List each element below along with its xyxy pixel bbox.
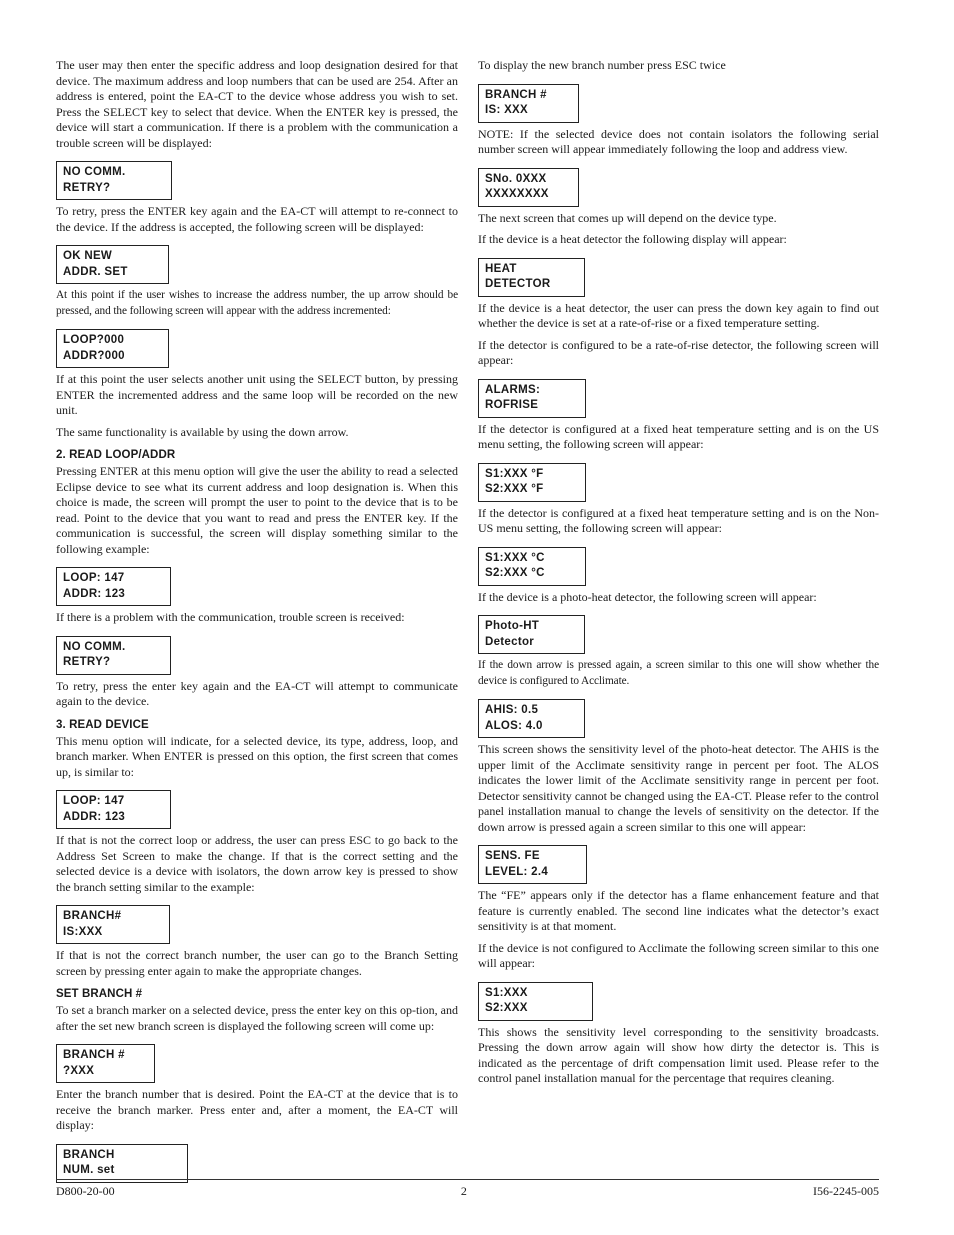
screen-line-1: BRANCH bbox=[63, 1148, 115, 1161]
screen-line-2: ADDR. SET bbox=[63, 265, 128, 278]
display-screen-wrapper bbox=[56, 563, 458, 610]
screen-line-1: S1:XXX °F bbox=[485, 467, 544, 480]
display-screen bbox=[56, 1144, 188, 1183]
screen-line-2: S2:XXX °F bbox=[485, 483, 544, 495]
paragraph: To display the new branch number press ESC twice bbox=[478, 58, 726, 72]
screen-line-2: DETECTOR bbox=[485, 278, 551, 290]
screen-line-1: OK NEW bbox=[63, 250, 113, 262]
screen-line-1: HEAT bbox=[485, 262, 517, 275]
paragraph: Pressing ENTER at this menu option will give the user the ability to read a selected Eclipse device to see what its current address and loop designation is. When this choice is made, the screen will prompt the user to point to the device that is to be read. Point to the device that you want to read and press the ENTER key. If the communication is successful, the screen will display something similar to the following example: bbox=[56, 464, 458, 556]
paragraph: The “FE” appears only if the detector has a flame enhancement feature and that feature is currently enabled. The second line indicates what the detector’s exact sensitivity is at that moment. bbox=[478, 888, 879, 933]
screen-line-2: XXXXXXXX bbox=[485, 188, 549, 200]
display-screen-wrapper bbox=[56, 241, 458, 288]
screen-line-2: Detector bbox=[485, 635, 535, 648]
screen-line-1: BRANCH# bbox=[63, 910, 122, 922]
display-screen-wrapper bbox=[478, 164, 879, 211]
screen-line-2: ROFRISE bbox=[485, 399, 539, 411]
page-footer bbox=[56, 1179, 879, 1199]
display-screen-wrapper bbox=[478, 695, 879, 742]
screen-line-1: NO COMM. bbox=[63, 166, 126, 178]
display-screen-wrapper bbox=[478, 80, 879, 127]
screen-line-1: S1:XXX bbox=[485, 986, 528, 999]
screen-line-1: LOOP?000 bbox=[63, 334, 125, 346]
screen-line-2: S2:XXX bbox=[485, 1002, 528, 1014]
screen-line-2: ADDR: 123 bbox=[63, 810, 126, 823]
paragraph: If the detector is configured at a fixed heat temperature setting and is on the Non-US menu setting, the following screen will appear: bbox=[478, 505, 879, 535]
paragraph: If the detector is configured to be a rate-of-rise detector, the following screen will appear: bbox=[478, 337, 879, 367]
paragraph: If the device is a photo-heat detector, the following screen will appear: bbox=[478, 589, 817, 604]
display-screen bbox=[478, 845, 587, 884]
display-screen bbox=[478, 547, 586, 586]
right-column bbox=[478, 58, 879, 1093]
display-screen-wrapper bbox=[56, 632, 458, 679]
display-screen bbox=[56, 790, 171, 829]
screen-line-2: NUM. set bbox=[63, 1164, 115, 1176]
screen-line-2: S2:XXX °C bbox=[485, 567, 545, 579]
display-screen-wrapper bbox=[56, 786, 458, 833]
display-screen-wrapper bbox=[56, 901, 458, 948]
display-screen bbox=[478, 379, 586, 418]
display-screen bbox=[56, 161, 172, 200]
paragraph: If the device is a heat detector the following display will appear: bbox=[478, 232, 787, 246]
paragraph: If at this point the user selects another unit using the SELECT button, by pressing ENTER the incremented address and the same loop will be recorded on the new unit. bbox=[56, 372, 458, 417]
screen-line-1: SNo. 0XXX bbox=[485, 172, 547, 185]
paragraph: At this point if the user wishes to increase the address number, the up arrow should be pressed, and the following screen will appear with the address incremented: bbox=[56, 289, 458, 317]
screen-line-1: BRANCH # bbox=[63, 1049, 125, 1061]
display-screen-wrapper bbox=[478, 611, 879, 658]
left-column bbox=[56, 58, 458, 1187]
display-screen bbox=[478, 615, 585, 654]
screen-line-1: LOOP: 147 bbox=[63, 795, 125, 807]
paragraph: If the down arrow is pressed again, a screen similar to this one will show whether the device is configured to Acclimate. bbox=[478, 659, 879, 687]
screen-line-2: IS:XXX bbox=[63, 925, 103, 938]
screen-line-2: LEVEL: 2.4 bbox=[485, 865, 549, 878]
paragraph: If that is not the correct branch number, the user can go to the Branch Setting screen by pressing enter again to make the appropriate changes. bbox=[56, 948, 458, 978]
paragraph: If the detector is configured at a fixed heat temperature setting and is on the US menu setting, the following screen will appear: bbox=[478, 421, 879, 451]
paragraph: If that is not the correct loop or address, the user can press ESC to go back to the Address Set Screen to make the change. If that is the correct setting and the selected device is a device with isolators, the down arrow key is pressed to show the branch setting similar to the example: bbox=[56, 833, 458, 894]
display-screen bbox=[56, 245, 169, 284]
screen-line-1: Photo-HT bbox=[485, 620, 540, 632]
screen-line-2: ADDR?000 bbox=[63, 349, 125, 362]
display-screen bbox=[478, 463, 586, 502]
screen-line-1: S1:XXX °C bbox=[485, 551, 545, 564]
page-number: 2 bbox=[460, 1184, 467, 1198]
display-screen bbox=[56, 567, 171, 606]
display-screen-wrapper bbox=[478, 543, 879, 590]
screen-line-2: ADDR: 123 bbox=[63, 587, 126, 600]
paragraph: The same functionality is available by using the down arrow. bbox=[56, 424, 349, 439]
screen-line-1: LOOP: 147 bbox=[63, 572, 125, 584]
display-screen bbox=[478, 982, 593, 1021]
display-screen-wrapper bbox=[56, 1040, 458, 1087]
display-screen bbox=[56, 636, 171, 675]
display-screen-wrapper bbox=[478, 375, 879, 422]
display-screen bbox=[56, 329, 169, 368]
display-screen bbox=[478, 699, 585, 738]
screen-line-1: NO COMM. bbox=[63, 640, 126, 653]
display-screen-wrapper bbox=[478, 459, 879, 506]
paragraph: To retry, press the ENTER key again and the EA-CT will attempt to re-connect to the device. If the address is accepted, the following screen will be displayed: bbox=[56, 204, 458, 234]
paragraph: Enter the branch number that is desired. Point the EA-CT at the device that is to receive the branch marker. Press enter and, after a moment, the EA-CT will display: bbox=[56, 1087, 458, 1132]
screen-line-2: RETRY? bbox=[63, 656, 111, 668]
display-screen bbox=[56, 1044, 155, 1083]
screen-line-1: AHIS: 0.5 bbox=[485, 704, 539, 716]
screen-line-2: IS: XXX bbox=[485, 104, 529, 116]
document-number: D800-20-00 bbox=[56, 1184, 115, 1198]
screen-line-2: ?XXX bbox=[63, 1064, 95, 1077]
display-screen bbox=[478, 258, 585, 297]
display-screen-wrapper bbox=[478, 254, 879, 301]
display-screen bbox=[478, 84, 579, 123]
paragraph: NOTE: If the selected device does not contain isolators the following serial number screen will appear immediately following the loop and address view. bbox=[478, 126, 879, 156]
section-heading: 2. READ LOOP/ADDR bbox=[56, 449, 176, 461]
display-screen-wrapper bbox=[478, 841, 879, 888]
display-screen-wrapper bbox=[56, 157, 458, 204]
display-screen-wrapper bbox=[56, 325, 458, 372]
section-heading: SET BRANCH # bbox=[56, 988, 143, 1000]
paragraph: To set a branch marker on a selected device, press the enter key on this op-tion, and after the set new branch screen is displayed the following screen will come up: bbox=[56, 1003, 458, 1033]
form-number: I56-2245-005 bbox=[812, 1184, 879, 1198]
screen-line-1: ALARMS: bbox=[485, 383, 541, 396]
display-screen bbox=[478, 168, 579, 207]
paragraph: This menu option will indicate, for a selected device, its type, address, loop, and branch marker. When ENTER is pressed on this option, the first screen that comes up, is similar to: bbox=[56, 733, 458, 779]
paragraph: This shows the sensitivity level corresponding to the sensitivity broadcasts. Pressing the down arrow again will show how dirty the detector is. This is indicated as the percentage of drift compensation limit used. Please refer to the control panel installation manual for the percentage that requires cleaning. bbox=[478, 1024, 879, 1085]
screen-line-2: RETRY? bbox=[63, 181, 111, 194]
paragraph: If the device is a heat detector, the user can press the down key again to find out whether the device is set at a rate-of-rise or a fixed temperature setting. bbox=[478, 300, 879, 330]
display-screen bbox=[56, 905, 170, 944]
paragraph: To retry, press the enter key again and the EA-CT will attempt to communicate again to the device. bbox=[56, 678, 458, 708]
display-screen-wrapper bbox=[478, 978, 879, 1025]
screen-line-1: SENS. FE bbox=[485, 850, 540, 862]
paragraph: The user may then enter the specific address and loop designation desired for that device. The maximum address and loop numbers that can be used are 254. After an address is entered, point the EA-CT to the device whose address you wish to set. Press the SELECT key to select that device. When the ENTER key is pressed, the device will start a communication. If there is a problem with the communication a trouble screen will be displayed: bbox=[56, 58, 458, 150]
section-heading: 3. READ DEVICE bbox=[56, 718, 149, 731]
paragraph: This screen shows the sensitivity level of the photo-heat detector. The AHIS is the upper limit of the Acclimate sensitivity range in percent per foot. The ALOS indicates the lower limit of the Acclimate sensitivity range in percent per foot. Detector sensitivity cannot be changed using the EA-CT. Please refer to the control panel installation manual to change the levels of sensitivity on the detector. If the down arrow is pressed again a screen similar to this one will appear: bbox=[478, 742, 879, 834]
paragraph: If the device is not configured to Acclimate the following screen similar to this one will appear: bbox=[478, 940, 879, 970]
screen-line-1: BRANCH # bbox=[485, 88, 547, 101]
paragraph: The next screen that comes up will depend on the device type. bbox=[478, 210, 777, 225]
paragraph: If there is a problem with the communication, trouble screen is received: bbox=[56, 610, 405, 624]
screen-line-2: ALOS: 4.0 bbox=[485, 719, 543, 732]
